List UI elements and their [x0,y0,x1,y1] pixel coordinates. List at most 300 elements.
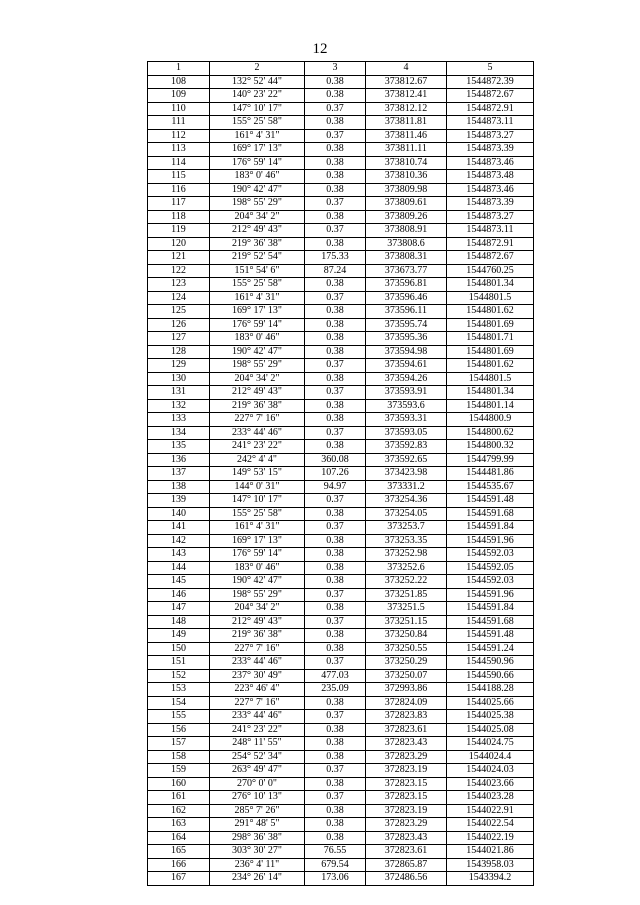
y-coordinate-cell: 1544801.71 [447,332,534,346]
point-number-cell: 117 [148,197,210,211]
y-coordinate-cell: 1544024.75 [447,737,534,751]
point-number-cell: 167 [148,872,210,886]
distance-cell: 0.38 [305,561,366,575]
distance-cell: 0.38 [305,75,366,89]
bearing-cell: 190° 42' 47" [210,183,305,197]
y-coordinate-cell: 1544591.96 [447,534,534,548]
distance-cell: 0.37 [305,656,366,670]
table-row [148,858,534,872]
table-row [148,399,534,413]
point-number-cell: 120 [148,237,210,251]
point-number-cell: 138 [148,480,210,494]
table-row [148,818,534,832]
y-coordinate-cell: 1544025.66 [447,696,534,710]
bearing-cell: 276° 10' 13" [210,791,305,805]
bearing-cell: 204° 34' 2" [210,372,305,386]
bearing-cell: 227° 7' 16" [210,413,305,427]
x-coordinate-cell: 373250.55 [366,642,447,656]
distance-cell: 0.38 [305,507,366,521]
distance-cell: 0.38 [305,156,366,170]
distance-cell: 0.38 [305,804,366,818]
table-row [148,278,534,292]
y-coordinate-cell: 1544591.68 [447,507,534,521]
y-coordinate-cell: 1544873.48 [447,170,534,184]
table-row [148,413,534,427]
x-coordinate-cell: 373592.65 [366,453,447,467]
bearing-cell: 183° 0' 46" [210,561,305,575]
table-row [148,116,534,130]
bearing-cell: 155° 25' 58" [210,116,305,130]
distance-cell: 0.38 [305,332,366,346]
y-coordinate-cell: 1544591.68 [447,615,534,629]
point-number-cell: 146 [148,588,210,602]
y-coordinate-cell: 1544591.48 [447,494,534,508]
point-number-cell: 154 [148,696,210,710]
y-coordinate-cell: 1544799.99 [447,453,534,467]
x-coordinate-cell: 372823.19 [366,804,447,818]
point-number-cell: 141 [148,521,210,535]
x-coordinate-cell: 373252.22 [366,575,447,589]
point-number-cell: 118 [148,210,210,224]
bearing-cell: 147° 10' 17" [210,102,305,116]
y-coordinate-cell: 1544873.46 [447,183,534,197]
y-coordinate-cell: 1544801.62 [447,305,534,319]
y-coordinate-cell: 1544481.86 [447,467,534,481]
x-coordinate-cell: 373594.98 [366,345,447,359]
x-coordinate-cell: 373812.67 [366,75,447,89]
table-row [148,453,534,467]
point-number-cell: 136 [148,453,210,467]
bearing-cell: 198° 55' 29" [210,588,305,602]
distance-cell: 0.38 [305,318,366,332]
y-coordinate-cell: 1544801.14 [447,399,534,413]
bearing-cell: 227° 7' 16" [210,642,305,656]
x-coordinate-cell: 373596.81 [366,278,447,292]
x-coordinate-cell: 373812.41 [366,89,447,103]
x-coordinate-cell: 373595.36 [366,332,447,346]
x-coordinate-cell: 373252.6 [366,561,447,575]
y-coordinate-cell: 1544591.96 [447,588,534,602]
point-number-cell: 132 [148,399,210,413]
y-coordinate-cell: 1544024.4 [447,750,534,764]
distance-cell: 173.06 [305,872,366,886]
table-row [148,723,534,737]
point-number-cell: 155 [148,710,210,724]
distance-cell: 87.24 [305,264,366,278]
bearing-cell: 223° 46' 4" [210,683,305,697]
table-row [148,507,534,521]
column-header: 4 [366,62,447,76]
point-number-cell: 148 [148,615,210,629]
column-header: 2 [210,62,305,76]
point-number-cell: 115 [148,170,210,184]
bearing-cell: 219° 52' 54" [210,251,305,265]
distance-cell: 0.38 [305,170,366,184]
point-number-cell: 139 [148,494,210,508]
distance-cell: 0.37 [305,615,366,629]
bearing-cell: 233° 44' 46" [210,426,305,440]
y-coordinate-cell: 1544592.05 [447,561,534,575]
y-coordinate-cell: 1544023.28 [447,791,534,805]
x-coordinate-cell: 373592.83 [366,440,447,454]
x-coordinate-cell: 373811.81 [366,116,447,130]
bearing-cell: 236° 4' 11" [210,858,305,872]
x-coordinate-cell: 373808.6 [366,237,447,251]
y-coordinate-cell: 1544022.54 [447,818,534,832]
table-row [148,548,534,562]
point-number-cell: 116 [148,183,210,197]
table-row [148,521,534,535]
x-coordinate-cell: 373594.26 [366,372,447,386]
bearing-cell: 254° 52' 34" [210,750,305,764]
y-coordinate-cell: 1544873.46 [447,156,534,170]
point-number-cell: 145 [148,575,210,589]
x-coordinate-cell: 373810.74 [366,156,447,170]
table-row [148,156,534,170]
point-number-cell: 131 [148,386,210,400]
point-number-cell: 165 [148,845,210,859]
table-row [148,89,534,103]
point-number-cell: 128 [148,345,210,359]
distance-cell: 0.37 [305,521,366,535]
table-row [148,494,534,508]
distance-cell: 0.38 [305,372,366,386]
x-coordinate-cell: 372823.15 [366,777,447,791]
distance-cell: 0.37 [305,129,366,143]
bearing-cell: 237° 30' 49" [210,669,305,683]
x-coordinate-cell: 373423.98 [366,467,447,481]
table-row [148,669,534,683]
distance-cell: 0.37 [305,494,366,508]
point-number-cell: 140 [148,507,210,521]
point-number-cell: 135 [148,440,210,454]
table-row [148,372,534,386]
distance-cell: 0.37 [305,291,366,305]
x-coordinate-cell: 372823.43 [366,737,447,751]
distance-cell: 0.38 [305,440,366,454]
distance-cell: 94.97 [305,480,366,494]
table-row [148,561,534,575]
distance-cell: 0.38 [305,629,366,643]
x-coordinate-cell: 373251.85 [366,588,447,602]
table-row [148,764,534,778]
x-coordinate-cell: 373593.6 [366,399,447,413]
y-coordinate-cell: 1543394.2 [447,872,534,886]
distance-cell: 0.38 [305,278,366,292]
bearing-cell: 248° 11' 55" [210,737,305,751]
distance-cell: 0.38 [305,89,366,103]
table-row [148,683,534,697]
distance-cell: 0.38 [305,737,366,751]
point-number-cell: 142 [148,534,210,548]
distance-cell: 0.38 [305,534,366,548]
y-coordinate-cell: 1544872.67 [447,89,534,103]
point-number-cell: 123 [148,278,210,292]
y-coordinate-cell: 1544873.27 [447,129,534,143]
point-number-cell: 163 [148,818,210,832]
bearing-cell: 147° 10' 17" [210,494,305,508]
y-coordinate-cell: 1544022.19 [447,831,534,845]
y-coordinate-cell: 1544801.34 [447,278,534,292]
point-number-cell: 125 [148,305,210,319]
distance-cell: 0.37 [305,426,366,440]
distance-cell: 175.33 [305,251,366,265]
x-coordinate-cell: 372823.15 [366,791,447,805]
distance-cell: 0.38 [305,777,366,791]
distance-cell: 477.03 [305,669,366,683]
distance-cell: 0.38 [305,143,366,157]
column-header: 5 [447,62,534,76]
page-number: 12 [312,41,328,57]
x-coordinate-cell: 373253.7 [366,521,447,535]
x-coordinate-cell: 373809.26 [366,210,447,224]
bearing-cell: 298° 36' 38" [210,831,305,845]
distance-cell: 0.38 [305,116,366,130]
x-coordinate-cell: 373251.15 [366,615,447,629]
table-row [148,696,534,710]
y-coordinate-cell: 1544801.69 [447,345,534,359]
distance-cell: 0.38 [305,548,366,562]
x-coordinate-cell: 373673.77 [366,264,447,278]
y-coordinate-cell: 1544873.27 [447,210,534,224]
point-number-cell: 153 [148,683,210,697]
y-coordinate-cell: 1544592.03 [447,575,534,589]
distance-cell: 0.37 [305,710,366,724]
x-coordinate-cell: 373250.07 [366,669,447,683]
y-coordinate-cell: 1543958.03 [447,858,534,872]
x-coordinate-cell: 373593.31 [366,413,447,427]
table-row [148,615,534,629]
distance-cell: 235.09 [305,683,366,697]
bearing-cell: 190° 42' 47" [210,575,305,589]
bearing-cell: 241° 23' 22" [210,440,305,454]
point-number-cell: 119 [148,224,210,238]
table-row [148,440,534,454]
y-coordinate-cell: 1544760.25 [447,264,534,278]
table-row [148,467,534,481]
x-coordinate-cell: 372993.86 [366,683,447,697]
x-coordinate-cell: 372486.56 [366,872,447,886]
point-number-cell: 143 [148,548,210,562]
point-number-cell: 111 [148,116,210,130]
bearing-cell: 176° 59' 14" [210,548,305,562]
table-row [148,845,534,859]
x-coordinate-cell: 373250.84 [366,629,447,643]
y-coordinate-cell: 1544590.96 [447,656,534,670]
point-number-cell: 133 [148,413,210,427]
distance-cell: 0.38 [305,237,366,251]
y-coordinate-cell: 1544591.48 [447,629,534,643]
bearing-cell: 204° 34' 2" [210,602,305,616]
y-coordinate-cell: 1544592.03 [447,548,534,562]
table-header [148,62,534,76]
point-number-cell: 156 [148,723,210,737]
x-coordinate-cell: 373254.36 [366,494,447,508]
x-coordinate-cell: 372823.43 [366,831,447,845]
x-coordinate-cell: 372823.61 [366,723,447,737]
y-coordinate-cell: 1544801.5 [447,372,534,386]
bearing-cell: 183° 0' 46" [210,170,305,184]
point-number-cell: 130 [148,372,210,386]
bearing-cell: 144° 0' 31" [210,480,305,494]
x-coordinate-cell: 373596.46 [366,291,447,305]
y-coordinate-cell: 1544023.66 [447,777,534,791]
table-row [148,588,534,602]
x-coordinate-cell: 373810.36 [366,170,447,184]
table-row [148,629,534,643]
distance-cell: 0.38 [305,575,366,589]
x-coordinate-cell: 373331.2 [366,480,447,494]
distance-cell: 0.37 [305,588,366,602]
table-row [148,318,534,332]
distance-cell: 0.37 [305,224,366,238]
bearing-cell: 242° 4' 4" [210,453,305,467]
table-row [148,170,534,184]
bearing-cell: 227° 7' 16" [210,696,305,710]
y-coordinate-cell: 1544872.67 [447,251,534,265]
table-row [148,750,534,764]
bearing-cell: 212° 49' 43" [210,615,305,629]
point-number-cell: 109 [148,89,210,103]
y-coordinate-cell: 1544801.34 [447,386,534,400]
bearing-cell: 155° 25' 58" [210,507,305,521]
x-coordinate-cell: 373596.11 [366,305,447,319]
point-number-cell: 113 [148,143,210,157]
table-row [148,534,534,548]
table-row [148,143,534,157]
y-coordinate-cell: 1544872.39 [447,75,534,89]
bearing-cell: 161° 4' 31" [210,521,305,535]
table-row [148,804,534,818]
table-row [148,224,534,238]
distance-cell: 0.38 [305,413,366,427]
y-coordinate-cell: 1544801.62 [447,359,534,373]
table-row [148,305,534,319]
point-number-cell: 150 [148,642,210,656]
point-number-cell: 158 [148,750,210,764]
table-body [148,75,534,885]
table-row [148,656,534,670]
table-row [148,210,534,224]
x-coordinate-cell: 373808.31 [366,251,447,265]
distance-cell: 0.37 [305,102,366,116]
table-row [148,791,534,805]
point-number-cell: 144 [148,561,210,575]
point-number-cell: 152 [148,669,210,683]
point-number-cell: 108 [148,75,210,89]
bearing-cell: 241° 23' 22" [210,723,305,737]
point-number-cell: 110 [148,102,210,116]
distance-cell: 76.55 [305,845,366,859]
point-number-cell: 127 [148,332,210,346]
point-number-cell: 149 [148,629,210,643]
y-coordinate-cell: 1544188.28 [447,683,534,697]
bearing-cell: 212° 49' 43" [210,386,305,400]
point-number-cell: 161 [148,791,210,805]
point-number-cell: 166 [148,858,210,872]
distance-cell: 0.37 [305,764,366,778]
table-row [148,777,534,791]
point-number-cell: 164 [148,831,210,845]
table-row [148,872,534,886]
distance-cell: 0.38 [305,345,366,359]
point-number-cell: 162 [148,804,210,818]
x-coordinate-cell: 373251.5 [366,602,447,616]
distance-cell: 0.38 [305,696,366,710]
x-coordinate-cell: 373595.74 [366,318,447,332]
table-row [148,251,534,265]
distance-cell: 0.38 [305,183,366,197]
point-number-cell: 126 [148,318,210,332]
distance-cell: 0.38 [305,750,366,764]
column-header: 3 [305,62,366,76]
y-coordinate-cell: 1544873.39 [447,143,534,157]
point-number-cell: 137 [148,467,210,481]
bearing-cell: 234° 26' 14" [210,872,305,886]
point-number-cell: 151 [148,656,210,670]
y-coordinate-cell: 1544022.91 [447,804,534,818]
distance-cell: 107.26 [305,467,366,481]
distance-cell: 0.38 [305,305,366,319]
table-row [148,831,534,845]
y-coordinate-cell: 1544801.5 [447,291,534,305]
bearing-cell: 149° 53' 15" [210,467,305,481]
x-coordinate-cell: 373594.61 [366,359,447,373]
table-row [148,602,534,616]
bearing-cell: 176° 59' 14" [210,156,305,170]
x-coordinate-cell: 373809.98 [366,183,447,197]
table-row [148,575,534,589]
table-row [148,359,534,373]
y-coordinate-cell: 1544591.84 [447,521,534,535]
point-number-cell: 112 [148,129,210,143]
x-coordinate-cell: 373252.98 [366,548,447,562]
bearing-cell: 176° 59' 14" [210,318,305,332]
point-number-cell: 114 [148,156,210,170]
bearing-cell: 183° 0' 46" [210,332,305,346]
header-row [148,62,534,76]
y-coordinate-cell: 1544800.32 [447,440,534,454]
bearing-cell: 291° 48' 5" [210,818,305,832]
point-number-cell: 121 [148,251,210,265]
x-coordinate-cell: 373812.12 [366,102,447,116]
x-coordinate-cell: 372824.09 [366,696,447,710]
bearing-cell: 161° 4' 31" [210,291,305,305]
distance-cell: 0.38 [305,642,366,656]
distance-cell: 0.38 [305,602,366,616]
x-coordinate-cell: 372823.29 [366,818,447,832]
bearing-cell: 212° 49' 43" [210,224,305,238]
table-row [148,237,534,251]
point-number-cell: 160 [148,777,210,791]
point-number-cell: 157 [148,737,210,751]
y-coordinate-cell: 1544872.91 [447,237,534,251]
bearing-cell: 198° 55' 29" [210,197,305,211]
x-coordinate-cell: 373254.05 [366,507,447,521]
x-coordinate-cell: 373808.91 [366,224,447,238]
table-row [148,426,534,440]
bearing-cell: 169° 17' 13" [210,534,305,548]
bearing-cell: 270° 0' 0" [210,777,305,791]
y-coordinate-cell: 1544025.38 [447,710,534,724]
table-row [148,264,534,278]
point-number-cell: 124 [148,291,210,305]
bearing-cell: 204° 34' 2" [210,210,305,224]
bearing-cell: 198° 55' 29" [210,359,305,373]
distance-cell: 0.38 [305,818,366,832]
point-number-cell: 159 [148,764,210,778]
x-coordinate-cell: 373593.05 [366,426,447,440]
